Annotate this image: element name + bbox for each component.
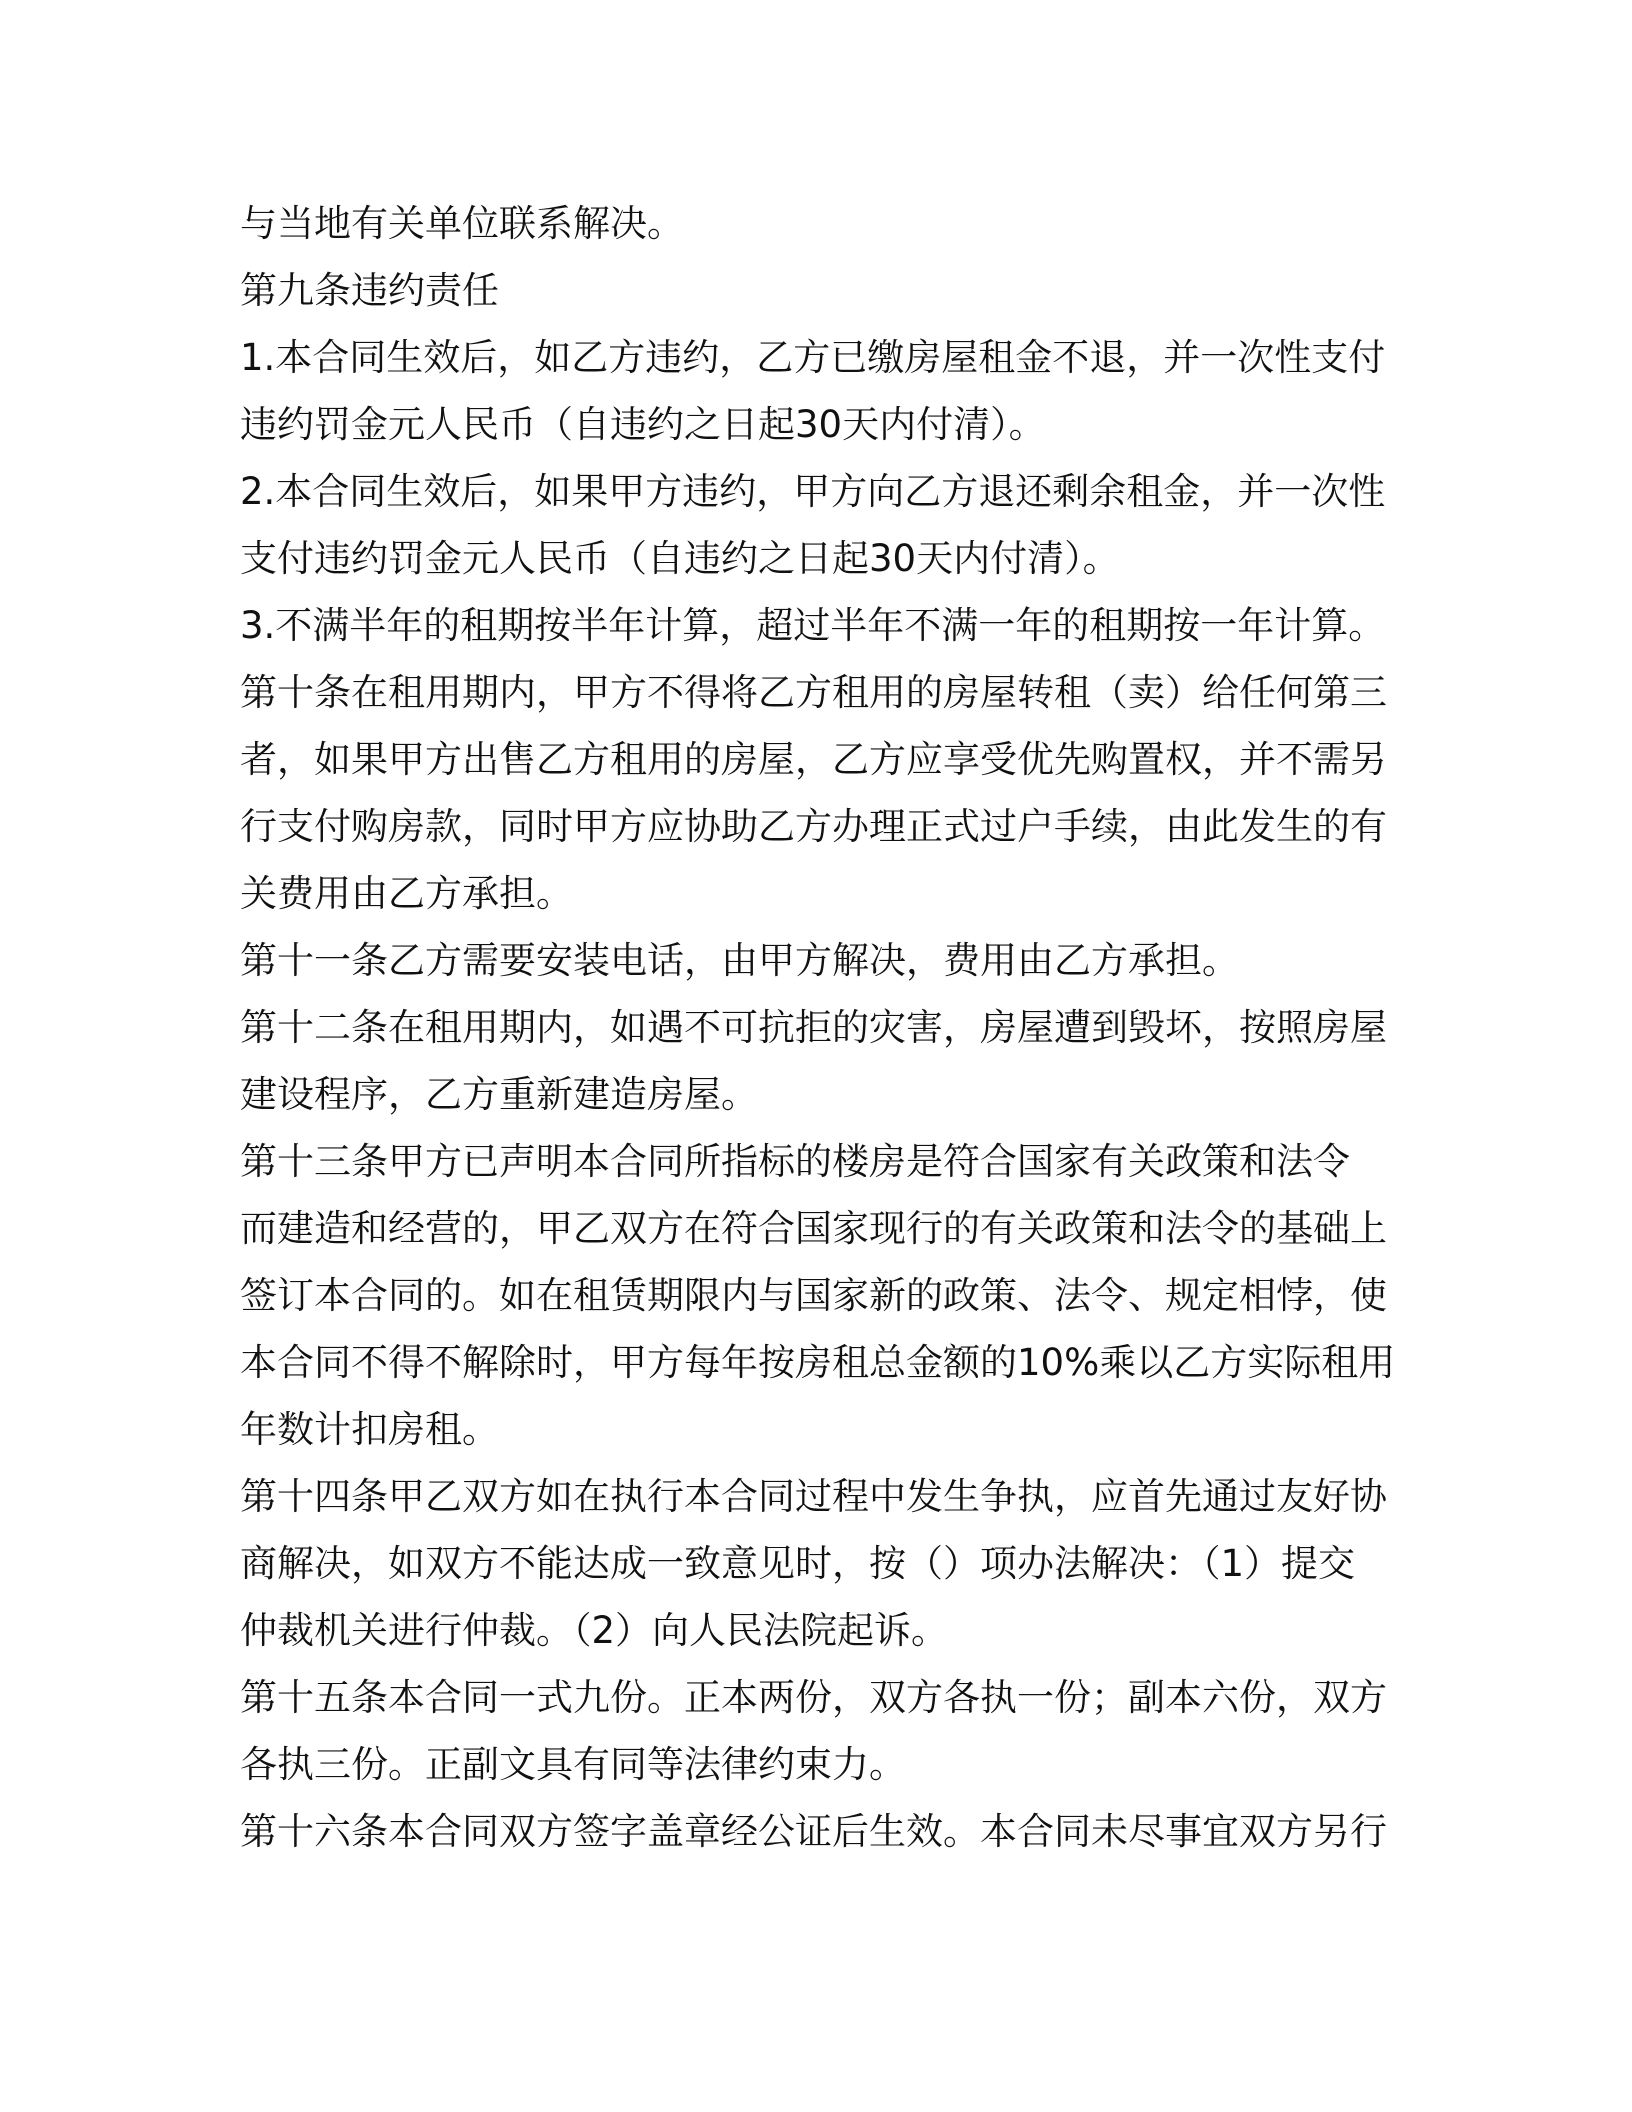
text-line: 年数计扣房租。 [240, 1408, 499, 1451]
text-line: 建设程序，乙方重新建造房屋。 [240, 1073, 758, 1116]
text-line: 违约罚金元人民币（自违约之日起30天内付清）。 [240, 403, 1046, 446]
text-line: 第十六条本合同双方签字盖章经公证后生效。本合同未尽事宜双方另行 [240, 1810, 1387, 1853]
text-line: 仲裁机关进行仲裁。（2）向人民法院起诉。 [240, 1609, 949, 1652]
text-line: 1.本合同生效后，如乙方违约，乙方已缴房屋租金不退，并一次性支付 [240, 336, 1386, 379]
text-line: 第十条在租用期内，甲方不得将乙方租用的房屋转租（卖）给任何第三 [240, 671, 1387, 714]
text-line: 行支付购房款，同时甲方应协助乙方办理正式过户手续，由此发生的有 [240, 805, 1387, 848]
text-line: 第十一条乙方需要安装电话，由甲方解决，费用由乙方承担。 [240, 939, 1239, 982]
text-line: 第十二条在租用期内，如遇不可抗拒的灾害，房屋遭到毁坏，按照房屋 [240, 1006, 1387, 1049]
text-line: 各执三份。正副文具有同等法律约束力。 [240, 1743, 906, 1786]
section-heading: 第九条违约责任 [240, 269, 499, 312]
text-line: 商解决，如双方不能达成一致意见时，按（）项办法解决：（1）提交 [240, 1542, 1356, 1585]
text-line: 第十四条甲乙双方如在执行本合同过程中发生争执，应首先通过友好协 [240, 1475, 1387, 1518]
text-line: 第十三条甲方已声明本合同所指标的楼房是符合国家有关政策和法令 [240, 1140, 1350, 1183]
text-line: 3.不满半年的租期按半年计算，超过半年不满一年的租期按一年计算。 [240, 604, 1386, 647]
document-body [240, 190, 1400, 1865]
text-line: 者，如果甲方出售乙方租用的房屋，乙方应享受优先购置权，并不需另 [240, 738, 1387, 781]
text-line: 2.本合同生效后，如果甲方违约，甲方向乙方退还剩余租金，并一次性 [240, 470, 1386, 513]
text-line: 支付违约罚金元人民币（自违约之日起30天内付清）。 [240, 537, 1120, 580]
text-line: 与当地有关单位联系解决。 [240, 202, 684, 245]
text-line: 关费用由乙方承担。 [240, 872, 573, 915]
text-line: 本合同不得不解除时，甲方每年按房租总金额的10%乘以乙方实际租用 [240, 1341, 1396, 1384]
text-line: 签订本合同的。如在租赁期限内与国家新的政策、法令、规定相悖，使 [240, 1274, 1387, 1317]
text-line: 第十五条本合同一式九份。正本两份，双方各执一份；副本六份，双方 [240, 1676, 1387, 1719]
text-line: 而建造和经营的，甲乙双方在符合国家现行的有关政策和法令的基础上 [240, 1207, 1387, 1250]
